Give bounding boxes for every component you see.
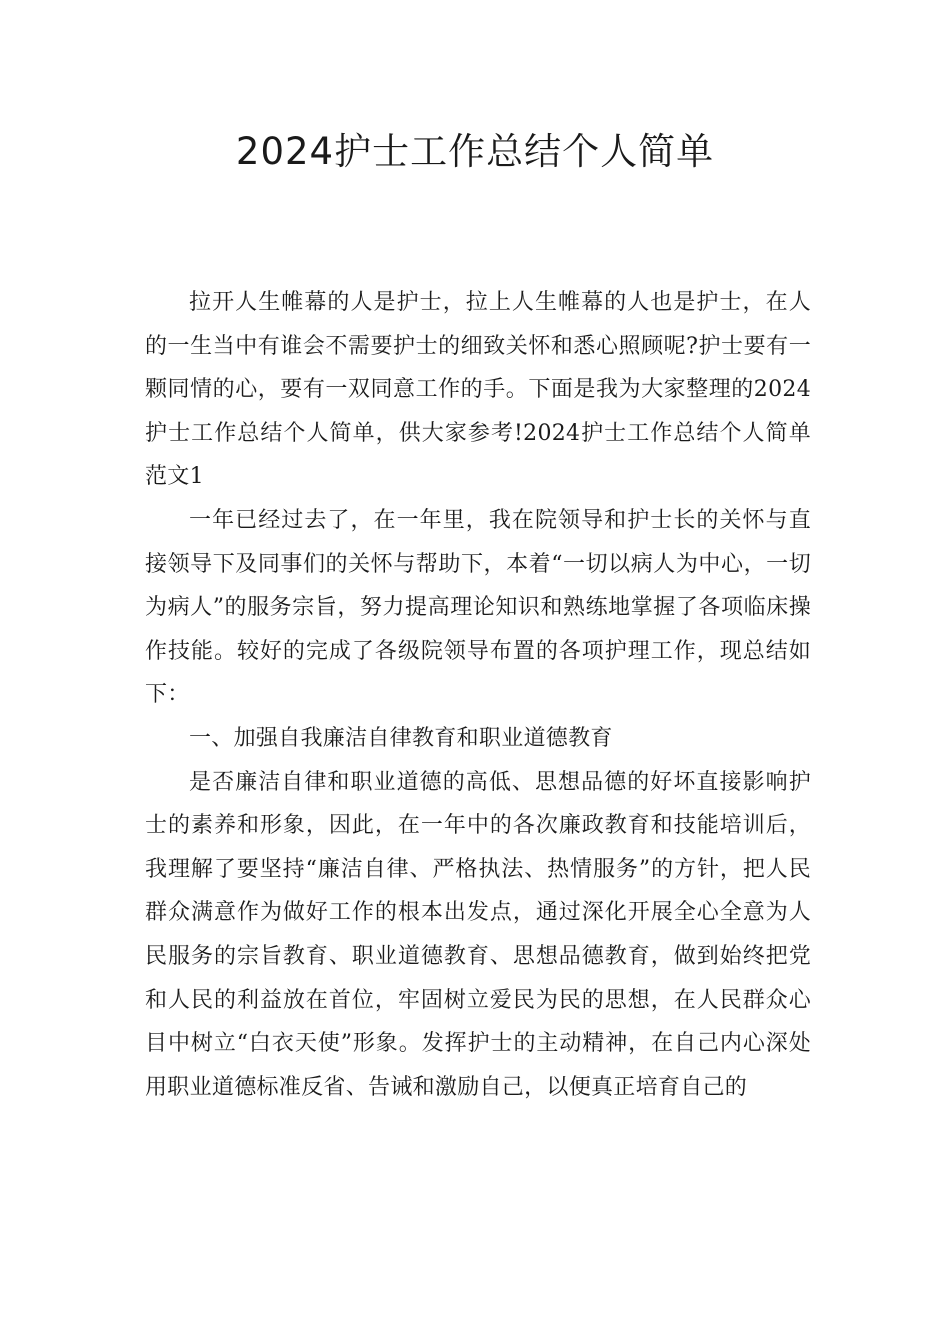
document-body xyxy=(145,281,811,1109)
document-title: 2024护士工作总结个人简单 xyxy=(235,130,715,173)
paragraph-section-1: 是否廉洁自律和职业道德的高低、思想品德的好坏直接影响护士的素养和形象，因此，在一年中的各次廉政教育和技能培训后，我理解了要坚持“廉洁自律、严格执法、热情服务”的方针，把人民群众满意作为做好工作的根本出发点，通过深化开展全心全意为人民服务的宗旨教育、职业道德教育、思想品德教育，做到始终把党和人民的利益放在首位，牢固树立爱民为民的思想，在人民群众心目中树立“白衣天使”形象。发挥护士的主动精神，在自己内心深处用职业道德标准反省、告诫和激励自己，以便真正培育自己的 xyxy=(145,769,811,1100)
paragraph-summary: 一年已经过去了，在一年里，我在院领导和护士长的关怀与直接领导下及同事们的关怀与帮助下，本着“一切以病人为中心，一切为病人”的服务宗旨，努力提高理论知识和熟练地掌握了各项临床操作技能。较好的完成了各级院领导布置的各项护理工作，现总结如下： xyxy=(145,507,811,708)
paragraph-intro: 拉开人生帷幕的人是护士，拉上人生帷幕的人也是护士，在人的一生当中有谁会不需要护士的细致关怀和悉心照顾呢?护士要有一颗同情的心，要有一双同意工作的手。下面是我为大家整理的2024护士工作总结个人简单，供大家参考!2024护士工作总结个人简单范文1 xyxy=(145,290,811,490)
section-heading-1: 一、加强自我廉洁自律教育和职业道德教育 xyxy=(189,725,613,751)
